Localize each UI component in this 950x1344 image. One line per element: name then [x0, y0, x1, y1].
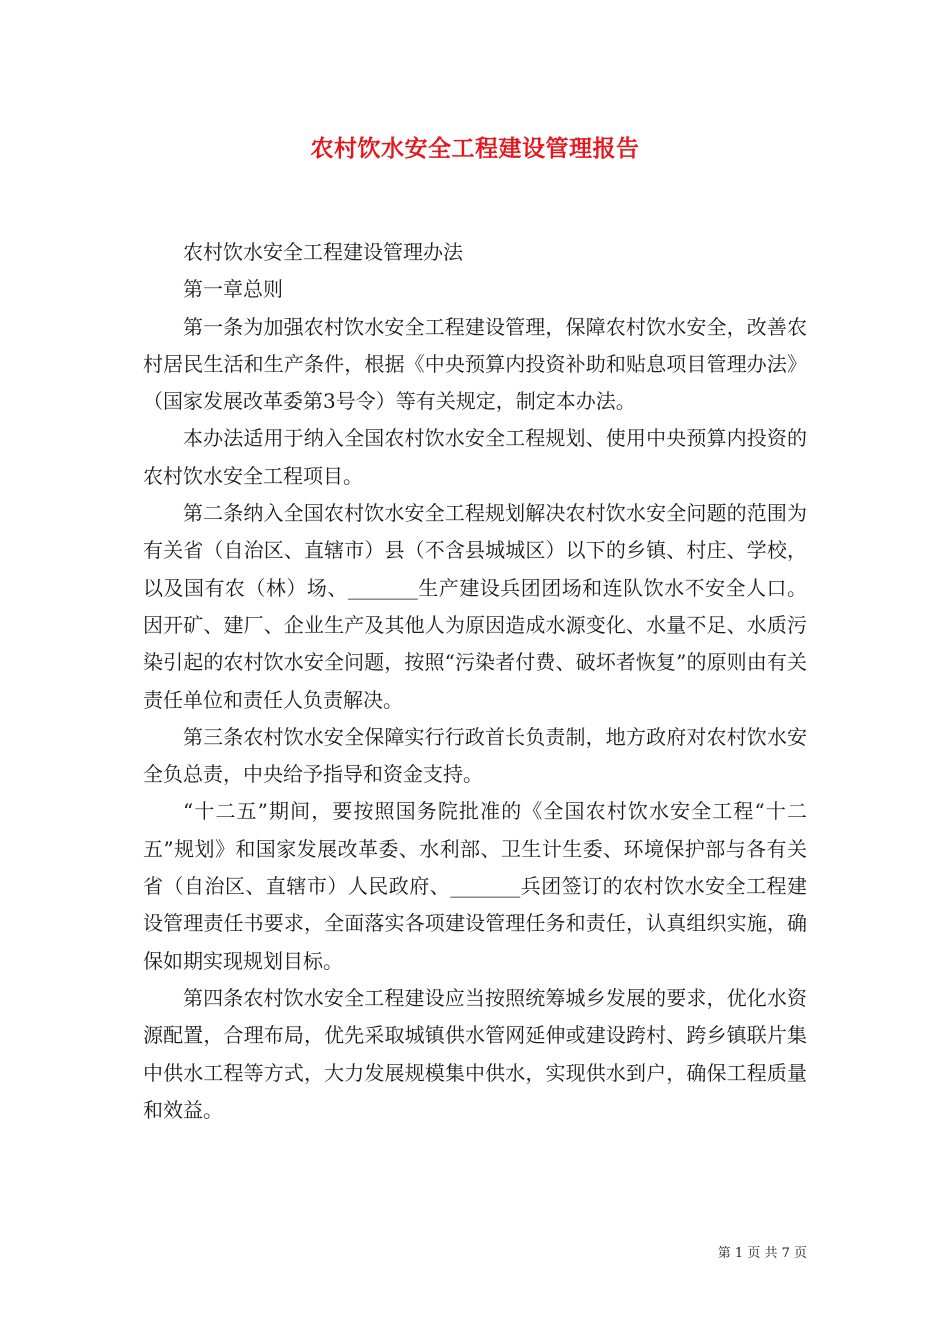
paragraph-8: 第四条农村饮水安全工程建设应当按照统筹城乡发展的要求，优化水资源配置，合理布局，优先采取城镇供水管网延伸或建设跨村、跨乡镇联片集中供水工程等方式，大力发展规模集中供水，实现供水到户，确保工程质量和效益。 [143, 985, 807, 1122]
document-title: 农村饮水安全工程建设管理报告 [310, 135, 640, 162]
document-body [143, 234, 807, 1129]
paragraph-4: 本办法适用于纳入全国农村饮水安全工程规划、使用中央预算内投资的农村饮水安全工程项目。 [143, 426, 807, 488]
paragraph-3: 第一条为加强农村饮水安全工程建设管理，保障农村饮水安全，改善农村居民生活和生产条件，根据《中央预算内投资补助和贴息项目管理办法》（国家发展改革委第3号令）等有关规定，制定本办法。 [143, 314, 807, 414]
page-number-footer: 第 1 页 共 7 页 [717, 1246, 807, 1261]
paragraph-1: 农村饮水安全工程建设管理办法 [183, 240, 463, 264]
paragraph-2: 第一章总则 [183, 277, 283, 302]
paragraph-5: 第二条纳入全国农村饮水安全工程规划解决农村饮水安全问题的范围为有关省（自治区、直辖市）县（不含县城城区）以下的乡镇、村庄、学校，以及国有农（林）场、_______生产建设兵团团场和连队饮水不安全人口。因开矿、建厂、企业生产及其他人为原因造成水源变化、水量不足、水质污染引起的农村饮水安全问题，按照“污染者付费、破坏者恢复”的原则由有关责任单位和责任人负责解决。 [143, 501, 807, 712]
paragraph-6: 第三条农村饮水安全保障实行行政首长负责制，地方政府对农村饮水安全负总责，中央给予指导和资金支持。 [143, 724, 807, 787]
paragraph-7: “十二五”期间，要按照国务院批准的《全国农村饮水安全工程“十二五”规划》和国家发展改革委、水利部、卫生计生委、环境保护部与各有关省（自治区、直辖市）人民政府、_______兵团签订的农村饮水安全工程建设管理责任书要求，全面落实各项建设管理任务和责任，认真组织实施，确保如期实现规划目标。 [143, 799, 807, 973]
